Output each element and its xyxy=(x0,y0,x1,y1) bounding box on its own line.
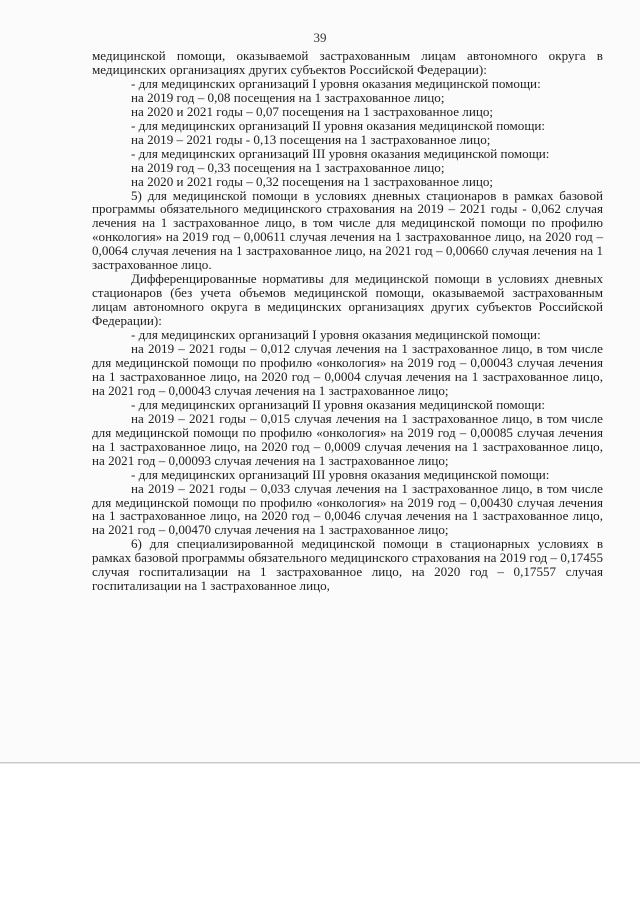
body-paragraph: на 2019 – 2021 годы – 0,033 случая лечения на 1 застрахованное лицо, в том числе для медицинской помощи по профилю «онкология» на 2019 год – 0,00430 случая лечения на 1 застрахованное лицо, на 2020 год – 0,0046 случая лечения на 1 застрахованное лицо, на 2021 год – 0,00470 случая лечения на 1 застрахованное лицо; xyxy=(92,480,603,538)
body-paragraph: на 2019 – 2021 годы – 0,012 случая лечения на 1 застрахованное лицо, в том числе для медицинской помощи по профилю «онкология» на 2019 год – 0,00043 случая лечения на 1 застрахованное лицо, на 2020 год – 0,0004 случая лечения на 1 застрахованное лицо, на 2021 год – 0,00043 случая лечения на 1 застрахованное лицо; xyxy=(92,341,603,398)
body-paragraph: Дифференцированные нормативы для медицинской помощи в условиях дневных стационаров (без учета объемов медицинской помощи, оказываемой застрахованным лицам автономного округа в медицинских организациях других субъектов Российской Федерации): xyxy=(92,271,603,329)
body-paragraph: 6) для специализированной медицинской помощи в стационарных условиях в рамках базовой программы обязательного медицинского страхования на 2019 год – 0,17455 случая госпитализации на 1 застрахованное лицо, на 2020 год – 0,17557 случая госпитализации на 1 застрахованное лицо, xyxy=(92,536,603,594)
body-paragraph: медицинской помощи, оказываемой застрахованным лицам автономного округа в медицинских организациях других субъектов Российской Федерации): xyxy=(92,48,603,77)
document-body xyxy=(92,49,603,593)
page-number: 39 xyxy=(313,30,327,45)
body-paragraph: на 2019 год – 0,08 посещения на 1 застрахованное лицо; xyxy=(131,89,445,105)
body-paragraph: на 2019 – 2021 годы - 0,13 посещения на 1 застрахованное лицо; xyxy=(131,131,491,147)
body-paragraph: на 2019 – 2021 годы – 0,015 случая лечения на 1 застрахованное лицо, в том числе для медицинской помощи по профилю «онкология» на 2019 год – 0,00085 случая лечения на 1 застрахованное лицо, на 2020 год – 0,0009 случая лечения на 1 застрахованное лицо, на 2021 год – 0,00093 случая лечения на 1 застрахованное лицо; xyxy=(92,410,603,468)
body-paragraph: - для медицинских организаций I уровня оказания медицинской помощи: xyxy=(131,327,541,343)
body-paragraph: на 2020 и 2021 годы – 0,32 посещения на 1 застрахованное лицо; xyxy=(131,173,494,189)
body-paragraph: - для медицинских организаций II уровня оказания медицинской помощи: xyxy=(131,117,546,133)
body-paragraph: - для медицинских организаций III уровня оказания медицинской помощи: xyxy=(131,145,550,161)
body-paragraph: на 2020 и 2021 годы – 0,07 посещения на 1 застрахованное лицо; xyxy=(131,103,494,119)
body-paragraph: - для медицинских организаций III уровня оказания медицинской помощи: xyxy=(131,466,550,482)
body-paragraph: 5) для медицинской помощи в условиях дневных стационаров в рамках базовой программы обязательного медицинского страхования на 2019 – 2021 годы - 0,062 случая лечения на 1 застрахованное лицо, в том числе для медицинской помощи по профилю «онкология» на 2019 год – 0,00611 случая лечения на 1 застрахованное лицо, на 2020 год – 0,0064 случая лечения на 1 застрахованное лицо, на 2021 год – 0,00660 случая лечения на 1 застрахованное лицо. xyxy=(92,187,603,273)
body-paragraph: - для медицинских организаций I уровня оказания медицинской помощи: xyxy=(131,75,541,91)
body-paragraph: на 2019 год – 0,33 посещения на 1 застрахованное лицо; xyxy=(131,159,445,175)
body-paragraph: - для медицинских организаций II уровня оказания медицинской помощи: xyxy=(131,396,546,412)
